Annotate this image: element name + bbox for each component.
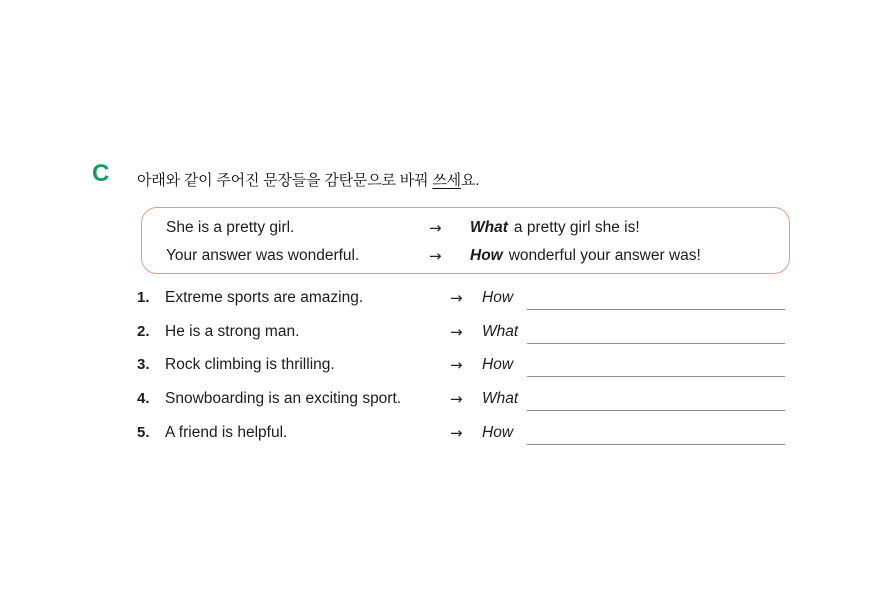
exercise-number: 5.: [137, 424, 150, 441]
instruction-underlined-text: 쓰세: [432, 172, 461, 189]
answer-blank[interactable]: [527, 324, 785, 344]
example-result-sentence: [470, 247, 701, 265]
exercise-number: 2.: [137, 323, 150, 340]
exercise-sentence: He is a strong man.: [165, 323, 300, 340]
arrow-right-icon: →: [450, 289, 463, 307]
example-keyword: How: [470, 247, 503, 264]
example-source-sentence: Your answer was wonderful.: [166, 247, 360, 264]
exercise-row: [0, 323, 873, 345]
exercise-keyword: How: [482, 289, 514, 306]
exercise-row: [0, 356, 873, 378]
answer-blank[interactable]: [527, 425, 785, 445]
exercise-keyword: How: [482, 424, 514, 441]
arrow-right-icon: →: [429, 219, 442, 237]
exercise-row: [0, 424, 873, 446]
section-label: C: [92, 160, 110, 187]
arrow-right-icon: →: [450, 390, 463, 408]
example-result-rest: wonderful your answer was!: [508, 247, 701, 264]
exercise-sentence: Snowboarding is an exciting sport.: [165, 390, 402, 407]
exercise-keyword: How: [482, 356, 514, 373]
arrow-right-icon: →: [450, 323, 463, 341]
example-result-rest: a pretty girl she is!: [513, 219, 640, 236]
exercise-keyword: What: [482, 390, 519, 407]
instruction-text: 아래와 같이 주어진 문장들을 감탄문으로 바꿔: [137, 172, 433, 189]
exercise-keyword: What: [482, 323, 519, 340]
example-keyword: What: [470, 219, 508, 236]
example-box: [141, 207, 790, 274]
exercise-row: [0, 390, 873, 412]
exercise-number: 1.: [137, 289, 150, 306]
answer-blank[interactable]: [527, 391, 785, 411]
exercise-sentence: A friend is helpful.: [165, 424, 288, 441]
example-source-sentence: She is a pretty girl.: [166, 219, 295, 236]
exercise-number: 3.: [137, 356, 150, 373]
exercise-row: [0, 289, 873, 311]
arrow-right-icon: →: [450, 424, 463, 442]
exercise-sentence: Extreme sports are amazing.: [165, 289, 364, 306]
arrow-right-icon: →: [429, 247, 442, 265]
example-row: [142, 247, 789, 267]
answer-blank[interactable]: [527, 290, 785, 310]
exercise-sentence: Rock climbing is thrilling.: [165, 356, 335, 373]
example-row: [142, 219, 789, 239]
instruction-text-suffix: 요.: [460, 172, 480, 189]
arrow-right-icon: →: [450, 356, 463, 374]
example-result-sentence: [470, 219, 640, 237]
answer-blank[interactable]: [527, 357, 785, 377]
section-instruction: [137, 169, 479, 190]
exercise-number: 4.: [137, 390, 150, 407]
